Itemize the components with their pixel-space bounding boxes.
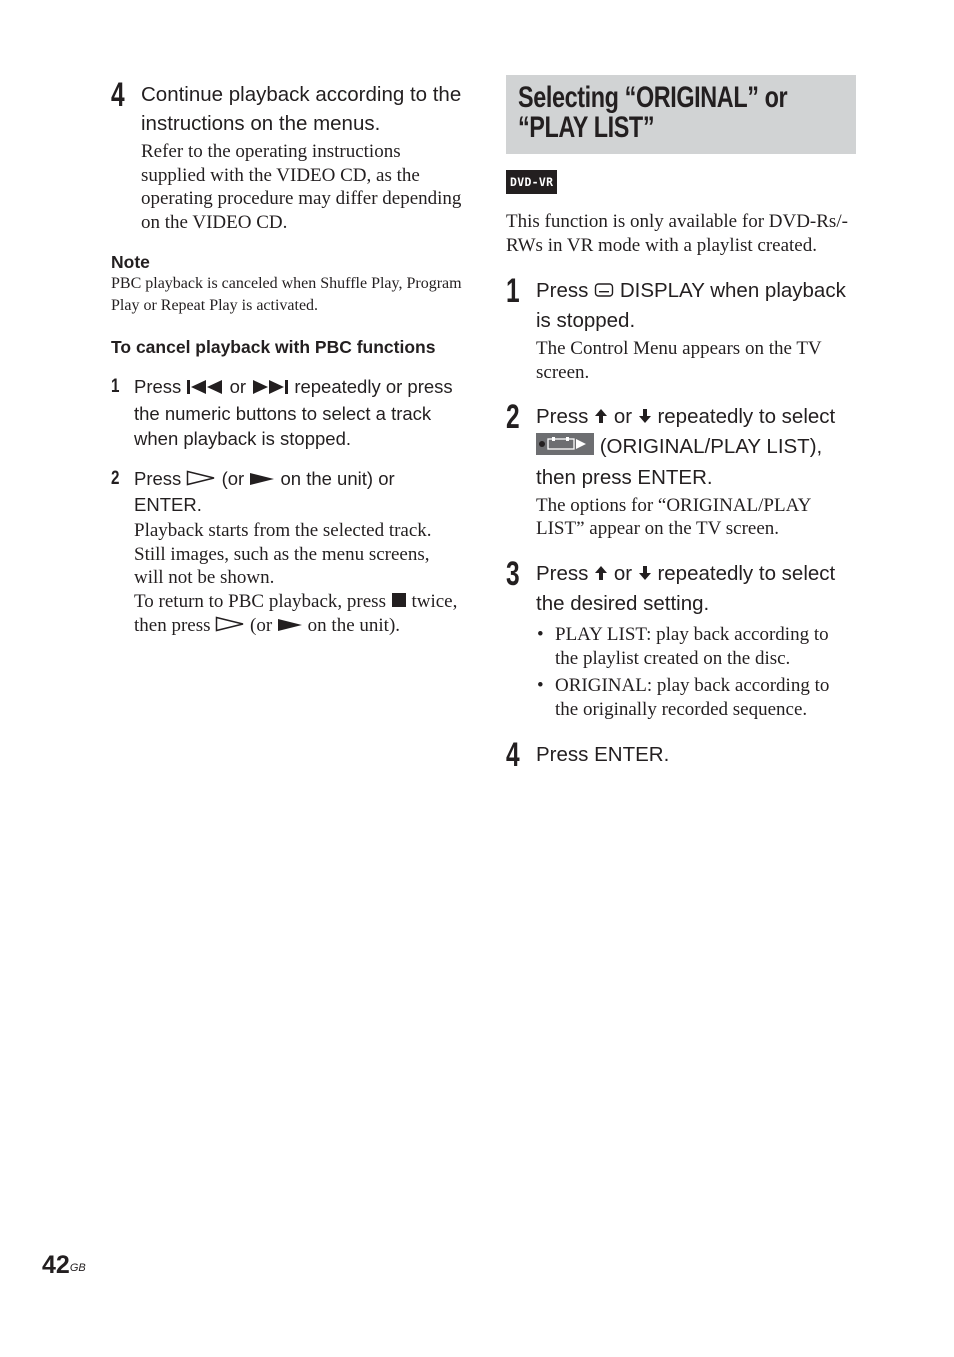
step-heading [536, 276, 856, 335]
badge-row [506, 170, 856, 194]
up-arrow-icon [594, 560, 608, 589]
list-item [536, 674, 856, 722]
list-item [536, 623, 856, 671]
left-column [111, 76, 463, 639]
or-text: or [613, 405, 633, 429]
step-4-enter [506, 735, 856, 774]
step-body: The options for “ORIGINAL/PLAY LIST” appear on the TV screen. [536, 494, 811, 540]
return-text: (or [250, 615, 273, 637]
cancel-step-1 [111, 374, 463, 451]
bullet-dot-icon: • [537, 674, 544, 696]
play-solid-icon [249, 467, 275, 492]
stop-icon [391, 591, 407, 615]
step-heading [536, 402, 856, 492]
bullet-text: ORIGINAL: play back according to the originally recorded sequence. [555, 674, 830, 720]
play-outline-icon [215, 615, 245, 639]
dvd-vr-badge: DVD-VR [506, 170, 557, 194]
previous-track-icon [186, 376, 224, 401]
page-region-suffix: GB [69, 1262, 86, 1274]
down-arrow-icon [638, 403, 652, 432]
step-number: 4 [506, 735, 520, 774]
bullet-dot-icon: • [537, 623, 544, 645]
cancel-pbc-section [111, 336, 463, 639]
up-arrow-icon [594, 403, 608, 432]
step-item-text: (ORIGINAL/PLAY LIST), then press ENTER. [536, 435, 823, 489]
display-button-icon [594, 277, 614, 306]
return-text: twice, then press [134, 590, 458, 637]
or-text: or [613, 561, 633, 585]
cancel-step-2 [111, 466, 463, 639]
press-text: Press [134, 467, 182, 489]
next-track-icon [251, 376, 289, 401]
step-rest-text: on the unit) or ENTER. [134, 467, 395, 516]
play-solid-icon [277, 615, 303, 639]
step-number: 2 [506, 398, 520, 437]
step-heading [134, 466, 463, 518]
step-rest-text: repeatedly to select [657, 405, 836, 429]
step-body-return [134, 590, 463, 639]
page-number [42, 1248, 86, 1282]
step-body: Refer to the operating instructions supplied with the VIDEO CD, as the operating procedure may differ depending on the VIDEO CD. [141, 141, 462, 233]
step-body: Playback starts from the selected track. Still images, such as the menu screens, will not be shown. [134, 520, 432, 589]
or-text: (or [221, 467, 245, 489]
play-outline-icon [186, 467, 216, 492]
note-block [111, 251, 463, 316]
cancel-pbc-title: To cancel playback with PBC functions [111, 337, 436, 357]
step-4-continue [111, 76, 463, 234]
note-title: Note [111, 252, 150, 272]
step-number: 1 [506, 272, 520, 310]
section-title: Selecting “ORIGINAL” or “PLAY LIST” [518, 81, 788, 144]
press-text: Press [536, 405, 589, 429]
step-heading: Continue playback according to the instructions on the menus. [141, 83, 462, 135]
bullet-list [536, 623, 856, 722]
press-text: Press [134, 376, 182, 397]
page-number-value: 42 [42, 1251, 70, 1279]
return-text: on the unit). [307, 615, 401, 637]
step-rest-text: repeatedly to select the desired setting. [536, 561, 836, 615]
step-body: The Control Menu appears on the TV screen. [536, 338, 822, 383]
or-text: or [229, 376, 247, 397]
step-2-select [506, 398, 856, 541]
note-text: PBC playback is canceled when Shuffle Play, Program Play or Repeat Play is activated. [111, 275, 462, 314]
step-heading [536, 559, 856, 618]
press-text: Press [536, 279, 589, 302]
step-3-setting [506, 554, 856, 722]
step-number: 4 [111, 76, 125, 114]
step-rest-text: DISPLAY when playback is stopped. [536, 279, 846, 333]
step-1-display [506, 272, 856, 384]
step-number: 2 [111, 467, 120, 489]
section-header [506, 75, 856, 154]
intro-text: This function is only available for DVD-Rs/-RWs in VR mode with a playlist created. [506, 211, 848, 256]
down-arrow-icon [638, 560, 652, 589]
step-number: 3 [506, 554, 520, 593]
return-text: To return to PBC playback, press [134, 590, 386, 612]
right-column [506, 75, 856, 774]
step-heading [134, 374, 463, 451]
step-heading: Press ENTER. [536, 742, 670, 766]
press-text: Press [536, 561, 589, 585]
step-rest-text: repeatedly or press the numeric buttons to select a track when playback is stopped. [134, 376, 453, 449]
step-number: 1 [111, 376, 120, 397]
bullet-text: PLAY LIST: play back according to the playlist created on the disc. [555, 623, 829, 669]
original-playlist-menu-icon [536, 433, 594, 463]
